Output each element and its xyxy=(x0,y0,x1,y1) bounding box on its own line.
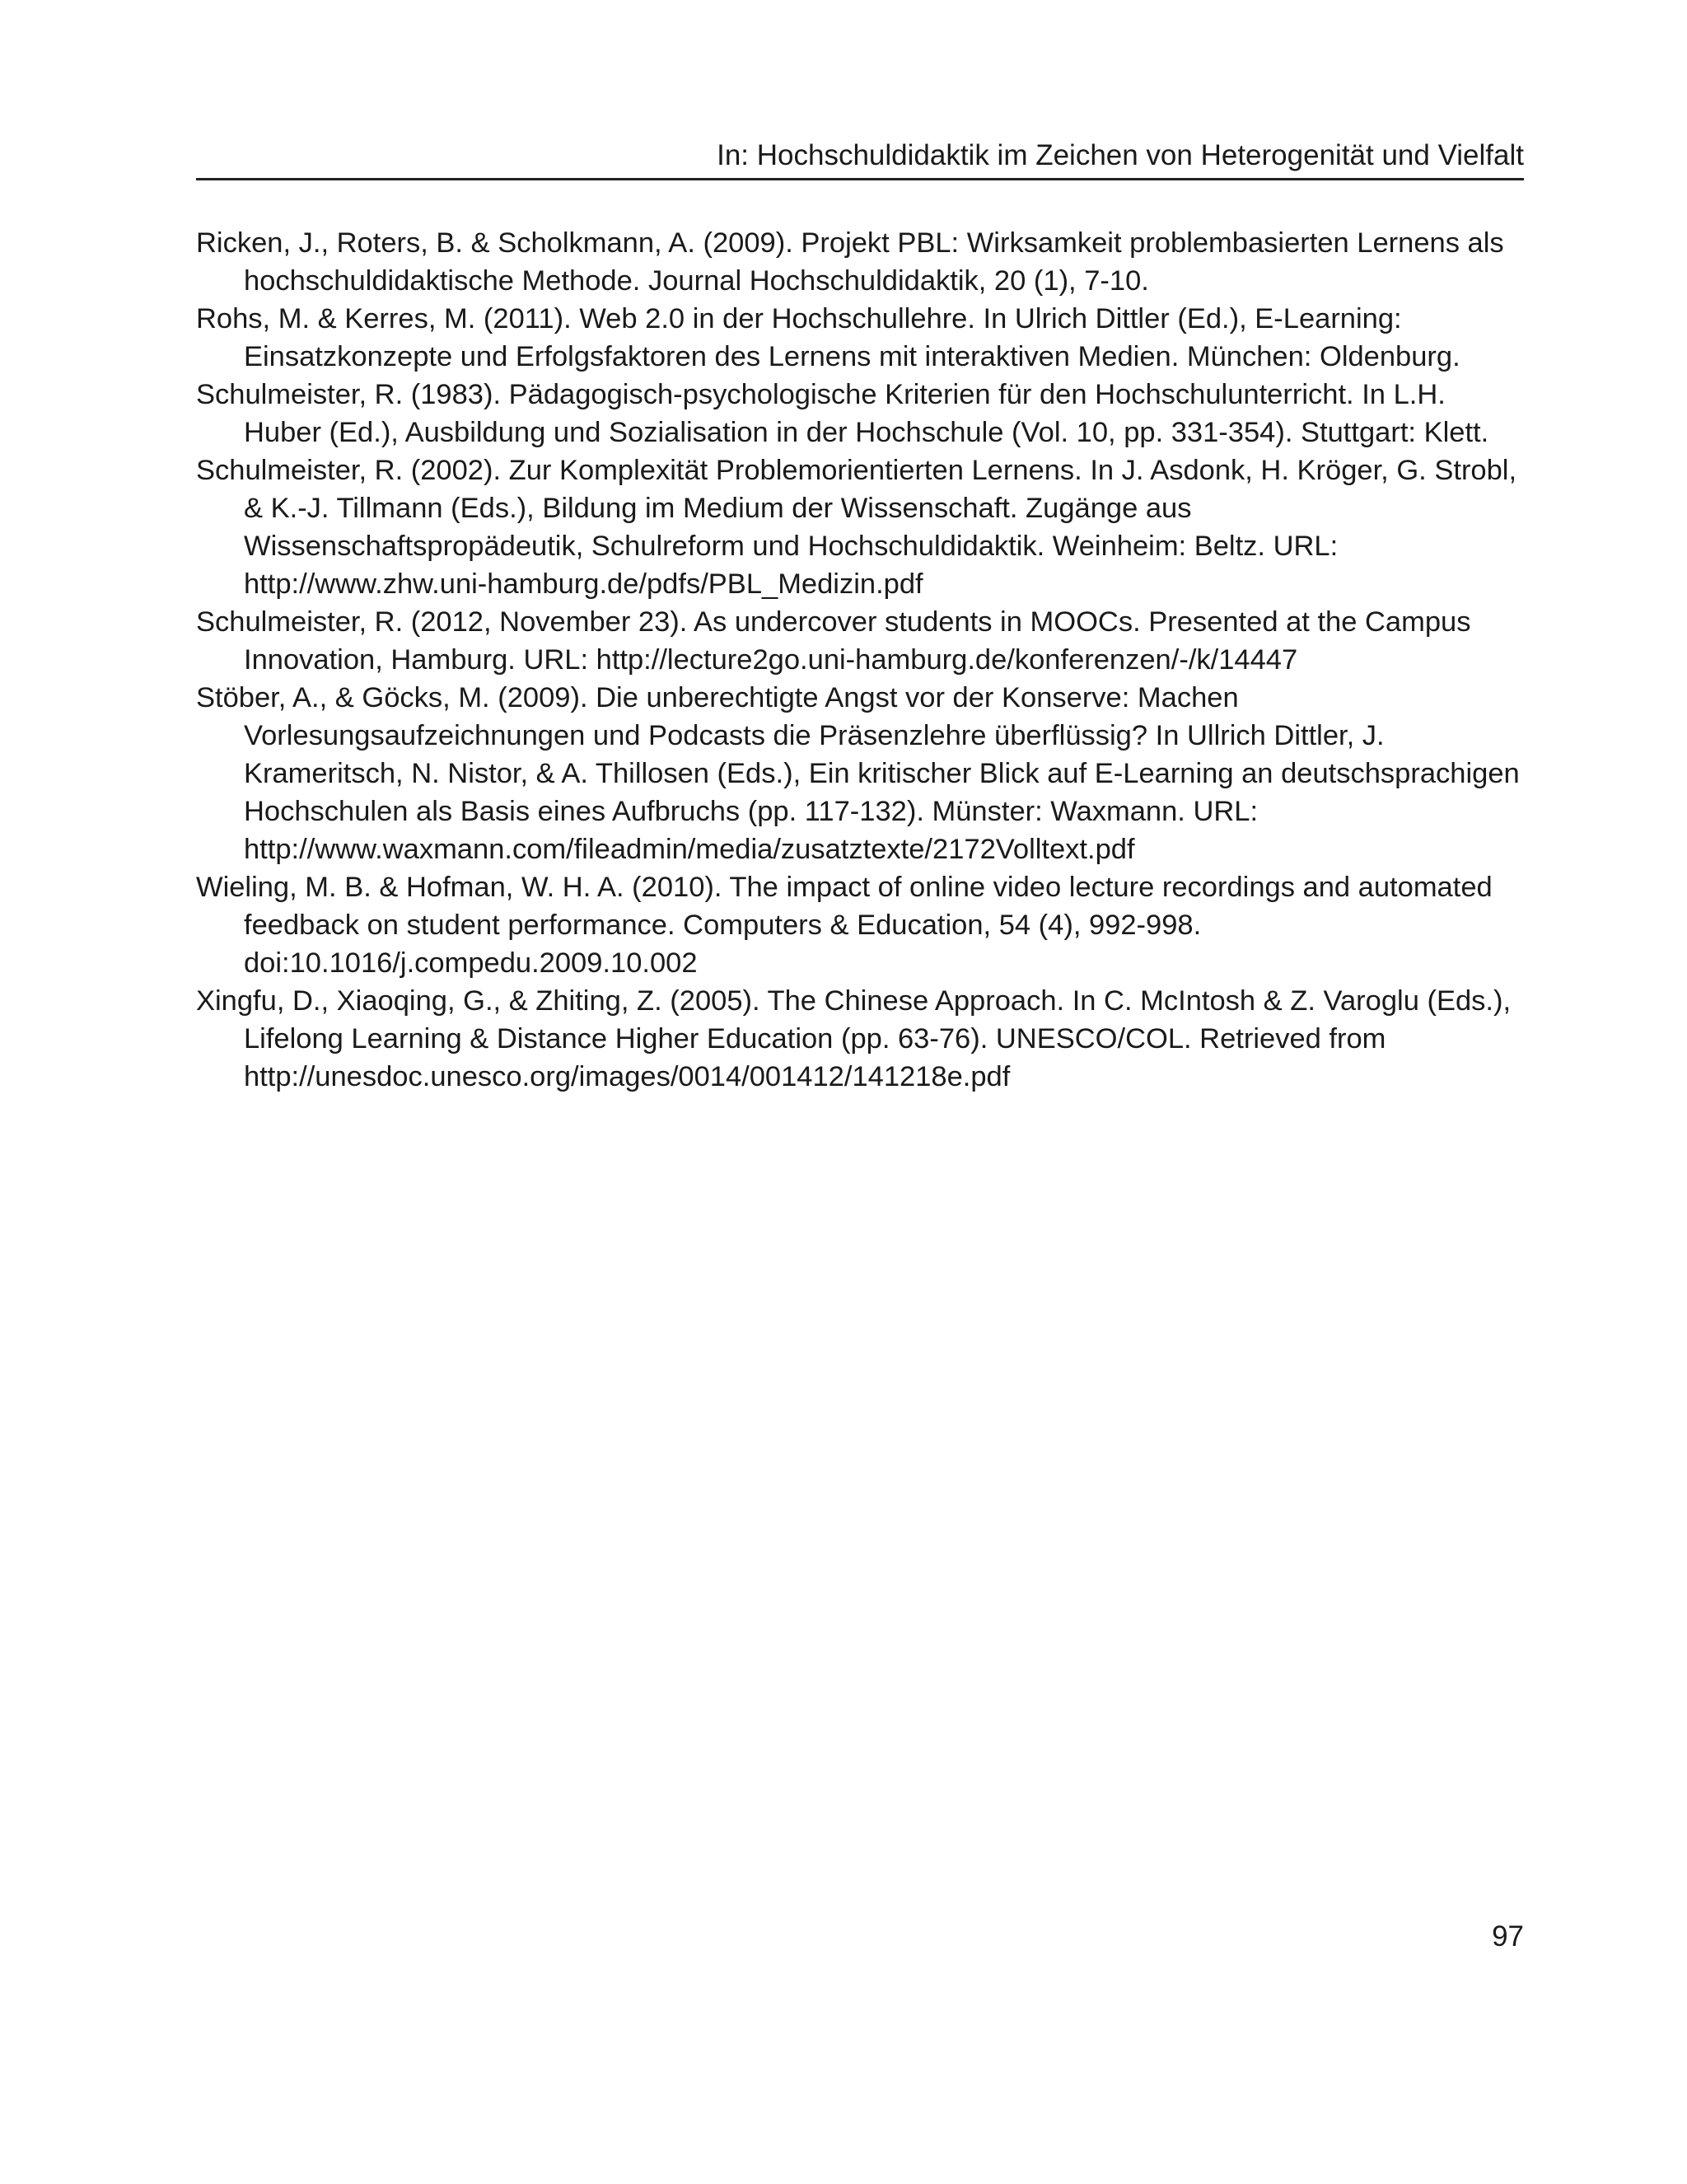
reference-entry: Schulmeister, R. (2002). Zur Komplexität Problemorientierten Lernens. In J. Asdonk, H. Kröger, G. Strobl, & K.-J. Tillmann (Eds.), Bildung im Medium der Wissenschaft. Zugänge aus Wissenschaftspropädeutik, Schulreform und Hochschuldidaktik. Weinheim: Beltz. URL: http://www.zhw.uni-hamburg.de/pdfs/PBL_Medizin.pdf xyxy=(196,455,1517,600)
reference-entry: Ricken, J., Roters, B. & Scholkmann, A. (2009). Projekt PBL: Wirksamkeit problembasierten Lernens als hochschuldidaktische Methode. Journal Hochschuldidaktik, 20 (1), 7-10. xyxy=(196,227,1504,297)
reference-list xyxy=(196,224,1530,1096)
running-header: In: Hochschuldidaktik im Zeichen von Heterogenität und Vielfalt xyxy=(196,137,1524,180)
page-number: 97 xyxy=(1492,1920,1524,1953)
reference-entry: Wieling, M. B. & Hofman, W. H. A. (2010). The impact of online video lecture recordings and automated feedback on student performance. Computers & Education, 54 (4), 992-998. doi:10.1016/j.compedu.2009.10.002 xyxy=(196,872,1493,979)
reference-entry: Rohs, M. & Kerres, M. (2011). Web 2.0 in der Hochschullehre. In Ulrich Dittler (Ed.), E-Learning: Einsatzkonzepte und Erfolgsfaktoren des Lernens mit interaktiven Medien. München: Oldenburg. xyxy=(196,303,1460,372)
reference-entry: Stöber, A., & Göcks, M. (2009). Die unberechtigte Angst vor der Konserve: Machen Vorlesungsaufzeichnungen und Podcasts die Präsenzlehre überflüssig? In Ullrich Dittler, J. Krameritsch, N. Nistor, & A. Thillosen (Eds.), Ein kritischer Blick auf E-Learning an deutschsprachigen Hochschulen als Basis eines Aufbruchs (pp. 117-132). Münster: Waxmann. URL: http://www.waxmann.com/fileadmin/media/zusatztexte/2172Volltext.pdf xyxy=(196,682,1520,865)
reference-entry: Xingfu, D., Xiaoqing, G., & Zhiting, Z. (2005). The Chinese Approach. In C. McIntosh & Z. Varoglu (Eds.), Lifelong Learning & Distance Higher Education (pp. 63-76). UNESCO/COL. Retrieved from http://unesdoc.unesco.org/images/0014/001412/141218e.pdf xyxy=(196,985,1512,1092)
reference-entry: Schulmeister, R. (2012, November 23). As undercover students in MOOCs. Presented at the Campus Innovation, Hamburg. URL: http://lecture2go.uni-hamburg.de/konferenzen/-/k/14447 xyxy=(196,606,1471,676)
reference-entry: Schulmeister, R. (1983). Pädagogisch-psychologische Kriterien für den Hochschulunterricht. In L.H. Huber (Ed.), Ausbildung und Sozialisation in der Hochschule (Vol. 10, pp. 331-354). Stuttgart: Klett. xyxy=(196,379,1489,448)
